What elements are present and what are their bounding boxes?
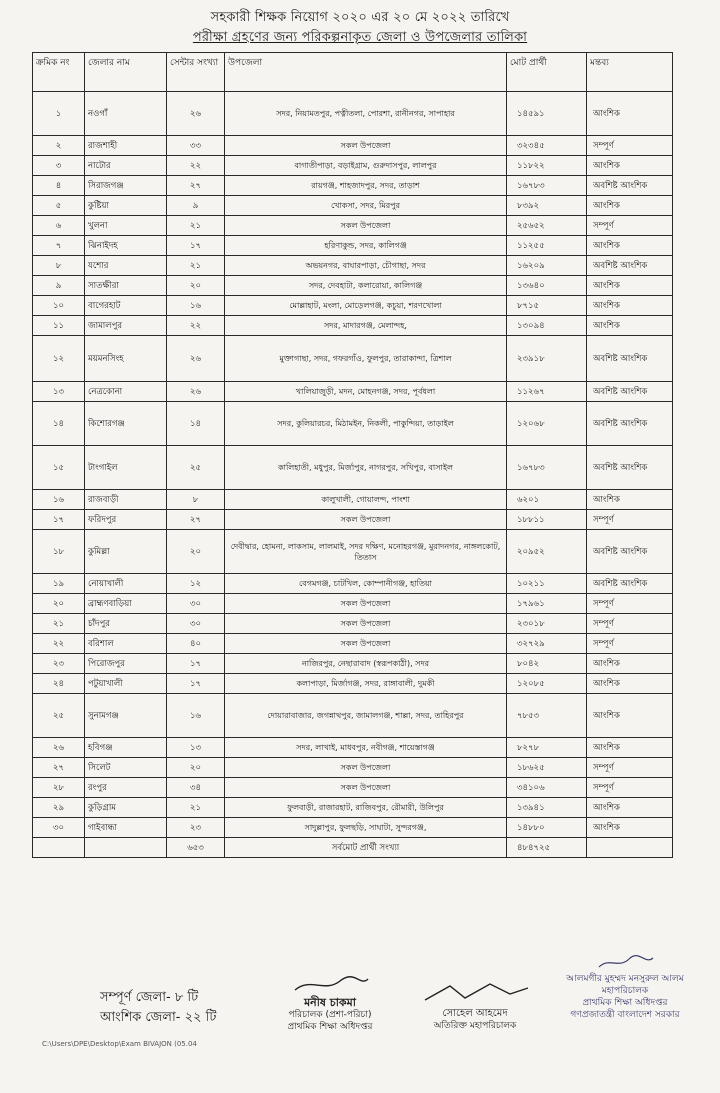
cell-remark: অবশিষ্ট আংশিক bbox=[587, 574, 673, 594]
table-row bbox=[33, 614, 673, 634]
cell-district: কুষ্টিয়া bbox=[85, 196, 167, 216]
cell-candidates: ১৬৭৮৩ bbox=[507, 176, 587, 196]
cell-centers: ২৭ bbox=[167, 176, 225, 196]
table-row bbox=[33, 510, 673, 530]
signature-additional-dg bbox=[400, 980, 550, 1032]
cell-candidates: ১২০৬৮ bbox=[507, 402, 587, 446]
cell-serial: ১ bbox=[33, 92, 85, 136]
table-row bbox=[33, 196, 673, 216]
table-row bbox=[33, 276, 673, 296]
cell-serial: ২৩ bbox=[33, 654, 85, 674]
cell-candidates: ৩৪১০৬ bbox=[507, 778, 587, 798]
cell-centers: ৪০ bbox=[167, 634, 225, 654]
table-row bbox=[33, 402, 673, 446]
cell-centers: ৩৪ bbox=[167, 778, 225, 798]
cell-candidates: ৭৮৫৩ bbox=[507, 694, 587, 738]
cell-remark: আংশিক bbox=[587, 156, 673, 176]
cell-serial: ১২ bbox=[33, 336, 85, 382]
cell-district: সিলেট bbox=[85, 758, 167, 778]
cell-remark: আংশিক bbox=[587, 490, 673, 510]
cell-upazila: সকল উপজেলা bbox=[225, 614, 507, 634]
cell-upazila: সকল উপজেলা bbox=[225, 778, 507, 798]
table-row bbox=[33, 594, 673, 614]
table-row bbox=[33, 738, 673, 758]
cell-district: বরিশাল bbox=[85, 634, 167, 654]
cell-upazila: মুক্তাগাছা, সদর, গফরগাঁও, ফুলপুর, তারাকান্দা, ত্রিশাল bbox=[225, 336, 507, 382]
total-row bbox=[33, 838, 673, 858]
header-district: জেলার নাম bbox=[85, 53, 167, 92]
cell-district: কুমিল্লা bbox=[85, 530, 167, 574]
district-table bbox=[32, 52, 673, 858]
cell-remark: অবশিষ্ট আংশিক bbox=[587, 256, 673, 276]
cell-upazila: সাদুল্লাপুর, ফুলছড়ি, সাঘাটা, সুন্দরগঞ্জ, bbox=[225, 818, 507, 838]
table-row bbox=[33, 758, 673, 778]
cell-district: নেত্রকোনা bbox=[85, 382, 167, 402]
cell-serial: ১৬ bbox=[33, 490, 85, 510]
table-row bbox=[33, 798, 673, 818]
cell-remark: সম্পূর্ণ bbox=[587, 758, 673, 778]
cell-candidates: ১৮৬২৫ bbox=[507, 758, 587, 778]
cell-upazila: সদর, লাখাই, মাধবপুর, নবীগঞ্জ, শায়েস্তাগঞ্জ bbox=[225, 738, 507, 758]
cell-centers: ২০ bbox=[167, 758, 225, 778]
cell-candidates: ২৩০১৮ bbox=[507, 614, 587, 634]
cell-remark: সম্পূর্ণ bbox=[587, 634, 673, 654]
cell-candidates: ২৩৯১৮ bbox=[507, 336, 587, 382]
cell-centers: ২৫ bbox=[167, 446, 225, 490]
document-title: সহকারী শিক্ষক নিয়োগ ২০২০ এর ২০ মে ২০২২ তারিখে bbox=[210, 10, 510, 25]
cell-centers: ৩০ bbox=[167, 614, 225, 634]
cell-candidates: ১৭৯৬১ bbox=[507, 594, 587, 614]
table-row bbox=[33, 574, 673, 594]
header-upazila: উপজেলা bbox=[225, 53, 507, 92]
cell-remark: অবশিষ্ট আংশিক bbox=[587, 382, 673, 402]
cell-upazila: সদর, নিয়ামতপুর, পত্নীতলা, পোরশা, রানীনগর, সাপাহার bbox=[225, 92, 507, 136]
cell-serial: ১৮ bbox=[33, 530, 85, 574]
cell-upazila: রায়গঞ্জ, শাহজাদপুর, সদর, তাড়াশ bbox=[225, 176, 507, 196]
cell-candidates: ৬২০১ bbox=[507, 490, 587, 510]
total-label: সর্বমোট প্রার্থী সংখ্যা bbox=[225, 838, 507, 858]
cell-district: পিরোজপুর bbox=[85, 654, 167, 674]
cell-district: রাজশাহী bbox=[85, 136, 167, 156]
sig3-org: প্রাথমিক শিক্ষা অধিদপ্তর bbox=[582, 998, 668, 1008]
cell-remark: আংশিক bbox=[587, 316, 673, 336]
cell-candidates: ২৫৬৫২ bbox=[507, 216, 587, 236]
cell-upazila: মোল্লাহাট, মংলা, মোড়েলগঞ্জ, কচুয়া, শরণখোলা bbox=[225, 296, 507, 316]
total-candidates: ৪৮৪৭২৫ bbox=[507, 838, 587, 858]
cell-centers: ২০ bbox=[167, 276, 225, 296]
header-candidates: মোট প্রার্থী bbox=[507, 53, 587, 92]
cell-upazila: সকল উপজেলা bbox=[225, 594, 507, 614]
cell-serial: ৩ bbox=[33, 156, 85, 176]
cell-candidates: ২০৯৫২ bbox=[507, 530, 587, 574]
cell-district: ব্রাহ্মণবাড়িয়া bbox=[85, 594, 167, 614]
cell-centers: ২২ bbox=[167, 156, 225, 176]
header-remarks: মন্তব্য bbox=[587, 53, 673, 92]
cell-candidates: ৮৭১৫ bbox=[507, 296, 587, 316]
header-serial: ক্রমিক নং bbox=[33, 53, 85, 92]
document-subtitle: পরীক্ষা গ্রহণের জন্য পরিকল্পনাকৃত জেলা ও উপজেলার তালিকা bbox=[192, 30, 528, 45]
cell-candidates: ৮২৭৮ bbox=[507, 738, 587, 758]
cell-candidates: ১৪৮৮০ bbox=[507, 818, 587, 838]
cell-district: গাইবান্ধা bbox=[85, 818, 167, 838]
total-empty-1 bbox=[33, 838, 85, 858]
table-row bbox=[33, 490, 673, 510]
signature-director bbox=[255, 975, 405, 1033]
cell-upazila: কালিহাতী, মধুপুর, মির্জাপুর, নাগরপুর, সখিপুর, বাসাইল bbox=[225, 446, 507, 490]
sig1-title: পরিচালক (প্রশা-পরিচা) bbox=[288, 1010, 372, 1020]
table-row bbox=[33, 634, 673, 654]
cell-serial: ২৮ bbox=[33, 778, 85, 798]
cell-district: খুলনা bbox=[85, 216, 167, 236]
cell-serial: ২৯ bbox=[33, 798, 85, 818]
cell-district: নাটোর bbox=[85, 156, 167, 176]
cell-candidates: ৮০৪২ bbox=[507, 654, 587, 674]
cell-serial: ৩০ bbox=[33, 818, 85, 838]
cell-candidates: ১৬২০৯ bbox=[507, 256, 587, 276]
cell-candidates: ১০২১১ bbox=[507, 574, 587, 594]
cell-centers: ২২ bbox=[167, 316, 225, 336]
cell-district: চাঁদপুর bbox=[85, 614, 167, 634]
cell-upazila: সদর, দেবহাটা, কলারোয়া, কালিগঞ্জ bbox=[225, 276, 507, 296]
cell-centers: ২১ bbox=[167, 798, 225, 818]
cell-remark: আংশিক bbox=[587, 296, 673, 316]
cell-remark: আংশিক bbox=[587, 694, 673, 738]
table-row bbox=[33, 778, 673, 798]
cell-remark: অবশিষ্ট আংশিক bbox=[587, 530, 673, 574]
cell-centers: ২৬ bbox=[167, 382, 225, 402]
cell-centers: ৩৩ bbox=[167, 136, 225, 156]
table-row bbox=[33, 530, 673, 574]
cell-serial: ২৪ bbox=[33, 674, 85, 694]
cell-candidates: ৮৩৯২ bbox=[507, 196, 587, 216]
table-row bbox=[33, 236, 673, 256]
cell-district: পটুয়াখালী bbox=[85, 674, 167, 694]
header-centers: সেন্টার সংখ্যা bbox=[167, 53, 225, 92]
cell-centers: ২৬ bbox=[167, 336, 225, 382]
cell-remark: আংশিক bbox=[587, 798, 673, 818]
cell-serial: ৮ bbox=[33, 256, 85, 276]
cell-remark: সম্পূর্ণ bbox=[587, 614, 673, 634]
cell-remark: সম্পূর্ণ bbox=[587, 594, 673, 614]
cell-upazila: বাগাতীপাড়া, বড়াইগ্রাম, গুরুদাসপুর, লালপুর bbox=[225, 156, 507, 176]
cell-district: সিরাজগঞ্জ bbox=[85, 176, 167, 196]
cell-serial: ১০ bbox=[33, 296, 85, 316]
cell-remark: আংশিক bbox=[587, 196, 673, 216]
table-row bbox=[33, 296, 673, 316]
summary-partial: আংশিক জেলা- ২২ টি bbox=[100, 1010, 217, 1025]
cell-upazila: সদর, কুলিয়ারচর, মিঠামইন, নিকলী, পাকুন্দিয়া, তাড়াইল bbox=[225, 402, 507, 446]
cell-upazila: সকল উপজেলা bbox=[225, 136, 507, 156]
sig3-gov: গণপ্রজাতন্ত্রী বাংলাদেশ সরকার bbox=[570, 1010, 680, 1020]
cell-serial: ৪ bbox=[33, 176, 85, 196]
cell-serial: ২১ bbox=[33, 614, 85, 634]
cell-candidates: ১২০৮৫ bbox=[507, 674, 587, 694]
cell-district: কুড়িগ্রাম bbox=[85, 798, 167, 818]
sig1-org: প্রাথমিক শিক্ষা অধিদপ্তর bbox=[287, 1022, 373, 1032]
cell-centers: ১৪ bbox=[167, 402, 225, 446]
table-row bbox=[33, 136, 673, 156]
cell-serial: ২৫ bbox=[33, 694, 85, 738]
cell-serial: ২০ bbox=[33, 594, 85, 614]
cell-centers: ২৩ bbox=[167, 818, 225, 838]
total-empty-2 bbox=[85, 838, 167, 858]
table-row bbox=[33, 654, 673, 674]
cell-candidates: ১৮৮১১ bbox=[507, 510, 587, 530]
signature-scribble-icon bbox=[290, 975, 370, 995]
cell-centers: ১৬ bbox=[167, 694, 225, 738]
cell-candidates: ১১৮২২ bbox=[507, 156, 587, 176]
cell-remark: অবশিষ্ট আংশিক bbox=[587, 336, 673, 382]
cell-centers: ৩০ bbox=[167, 594, 225, 614]
cell-centers: ১৩ bbox=[167, 738, 225, 758]
cell-upazila: কলাপাড়া, মির্জাগঞ্জ, সদর, রাঙ্গাবালী, দুমকী bbox=[225, 674, 507, 694]
cell-remark: সম্পূর্ণ bbox=[587, 216, 673, 236]
cell-candidates: ৩২৩৪৫ bbox=[507, 136, 587, 156]
cell-remark: আংশিক bbox=[587, 236, 673, 256]
table-row bbox=[33, 216, 673, 236]
cell-remark: আংশিক bbox=[587, 738, 673, 758]
cell-centers: ১৭ bbox=[167, 674, 225, 694]
cell-serial: ৫ bbox=[33, 196, 85, 216]
cell-candidates: ৩২৭২৯ bbox=[507, 634, 587, 654]
cell-candidates: ১১২৬৭ bbox=[507, 382, 587, 402]
sig2-title: অতিরিক্ত মহাপরিচালক bbox=[433, 1021, 517, 1031]
cell-district: ঝিনাইদহ bbox=[85, 236, 167, 256]
cell-serial: ৬ bbox=[33, 216, 85, 236]
cell-remark: সম্পূর্ণ bbox=[587, 136, 673, 156]
table-header bbox=[33, 53, 673, 92]
cell-serial: ২২ bbox=[33, 634, 85, 654]
table-row bbox=[33, 156, 673, 176]
total-empty-3 bbox=[587, 838, 673, 858]
cell-candidates: ১৩০৯৪ bbox=[507, 316, 587, 336]
cell-district: হবিগঞ্জ bbox=[85, 738, 167, 758]
cell-upazila: অভয়নগর, বাঘারপাড়া, চৌগাছা, সদর bbox=[225, 256, 507, 276]
cell-serial: ২৬ bbox=[33, 738, 85, 758]
cell-candidates: ১৩৯৪১ bbox=[507, 798, 587, 818]
cell-remark: সম্পূর্ণ bbox=[587, 510, 673, 530]
cell-centers: ২১ bbox=[167, 256, 225, 276]
cell-serial: ১৪ bbox=[33, 402, 85, 446]
table-row bbox=[33, 336, 673, 382]
table-body bbox=[33, 92, 673, 838]
cell-upazila: সকল উপজেলা bbox=[225, 216, 507, 236]
cell-district: নোয়াখালী bbox=[85, 574, 167, 594]
table-row bbox=[33, 256, 673, 276]
table-row bbox=[33, 674, 673, 694]
table-row bbox=[33, 382, 673, 402]
cell-remark: অবশিষ্ট আংশিক bbox=[587, 402, 673, 446]
cell-serial: ৯ bbox=[33, 276, 85, 296]
cell-candidates: ১৩৬৪০ bbox=[507, 276, 587, 296]
cell-remark: সম্পূর্ণ bbox=[587, 778, 673, 798]
cell-remark: আংশিক bbox=[587, 674, 673, 694]
signature-director-general bbox=[540, 955, 710, 1021]
cell-remark: আংশিক bbox=[587, 654, 673, 674]
cell-upazila: কালুখালী, গোয়ালন্দ, পাংশা bbox=[225, 490, 507, 510]
cell-upazila: সকল উপজেলা bbox=[225, 510, 507, 530]
cell-centers: ৯ bbox=[167, 196, 225, 216]
cell-upazila: নাজিরপুর, নেছারাবাদ (স্বরূপকাঠী), সদর bbox=[225, 654, 507, 674]
cell-candidates: ১১২৫৫ bbox=[507, 236, 587, 256]
cell-centers: ১৭ bbox=[167, 236, 225, 256]
cell-upazila: দোয়ারাবাজার, জগন্নাথপুর, জামালগঞ্জ, শাল্লা, সদর, তাহিরপুর bbox=[225, 694, 507, 738]
cell-remark: অবশিষ্ট আংশিক bbox=[587, 446, 673, 490]
cell-serial: ১৯ bbox=[33, 574, 85, 594]
cell-centers: ১৭ bbox=[167, 654, 225, 674]
file-path: C:\Users\DPE\Desktop\Exam BIVAJON (05.04 bbox=[42, 1040, 197, 1048]
cell-district: বাগেরহাট bbox=[85, 296, 167, 316]
table-row bbox=[33, 176, 673, 196]
table-row bbox=[33, 316, 673, 336]
cell-centers: ২০ bbox=[167, 530, 225, 574]
sig2-name: সোহেল আহমেদ bbox=[442, 1008, 508, 1019]
cell-upazila: দেবীদ্বার, হোমনা, লাকসাম, লালমাই, সদর দক্ষিণ, মনোহরগঞ্জ, মুরাদনগর, নাঙ্গলকোট, তিতাস bbox=[225, 530, 507, 574]
cell-serial: ১৩ bbox=[33, 382, 85, 402]
sig1-name: মনীষ চাকমা bbox=[304, 996, 356, 1009]
cell-candidates: ১৬৭৮৩ bbox=[507, 446, 587, 490]
cell-district: জামালপুর bbox=[85, 316, 167, 336]
cell-district: টাংগাইল bbox=[85, 446, 167, 490]
cell-centers: ২৭ bbox=[167, 510, 225, 530]
cell-remark: আংশিক bbox=[587, 276, 673, 296]
cell-district: কিশোরগঞ্জ bbox=[85, 402, 167, 446]
cell-district: সাতক্ষীরা bbox=[85, 276, 167, 296]
cell-upazila: বেগমগঞ্জ, চাটখিল, কোম্পানীগঞ্জ, হাতিয়া bbox=[225, 574, 507, 594]
cell-remark: অবশিষ্ট আংশিক bbox=[587, 176, 673, 196]
cell-serial: ৭ bbox=[33, 236, 85, 256]
cell-upazila: খালিয়াজুড়ী, মদন, মোহনগঞ্জ, সদর, পূর্বধলা bbox=[225, 382, 507, 402]
cell-upazila: হরিণাকুন্ড, সদর, কালিগঞ্জ bbox=[225, 236, 507, 256]
cell-centers: ১২ bbox=[167, 574, 225, 594]
cell-centers: ২১ bbox=[167, 216, 225, 236]
cell-district: ময়মনসিংহ bbox=[85, 336, 167, 382]
cell-district: সুনামগঞ্জ bbox=[85, 694, 167, 738]
cell-district: রাজবাড়ী bbox=[85, 490, 167, 510]
table-row bbox=[33, 694, 673, 738]
cell-centers: ১৬ bbox=[167, 296, 225, 316]
cell-remark: আংশিক bbox=[587, 818, 673, 838]
cell-upazila: খোকসা, সদর, মিরপুর bbox=[225, 196, 507, 216]
cell-centers: ২৬ bbox=[167, 92, 225, 136]
cell-district: ফরিদপুর bbox=[85, 510, 167, 530]
table-row bbox=[33, 818, 673, 838]
cell-remark: আংশিক bbox=[587, 92, 673, 136]
cell-serial: ২৭ bbox=[33, 758, 85, 778]
cell-centers: ৮ bbox=[167, 490, 225, 510]
signature-scribble-icon bbox=[420, 980, 530, 1006]
total-centers: ৬৫৩ bbox=[167, 838, 225, 858]
sig3-name: আলমগীর মুহম্মদ মনসুরুল আলম bbox=[566, 974, 684, 984]
cell-serial: ২ bbox=[33, 136, 85, 156]
summary-full: সম্পূর্ণ জেলা- ৮ টি bbox=[100, 990, 199, 1005]
cell-candidates: ১৪৫৯১ bbox=[507, 92, 587, 136]
cell-district: যশোর bbox=[85, 256, 167, 276]
cell-upazila: ফুলবাড়ী, রাজারহাট, রাজিবপুর, রৌমারী, উলিপুর bbox=[225, 798, 507, 818]
cell-upazila: সকল উপজেলা bbox=[225, 634, 507, 654]
cell-district: রংপুর bbox=[85, 778, 167, 798]
cell-upazila: সদর, মাদারগঞ্জ, মেলান্দহ, bbox=[225, 316, 507, 336]
cell-serial: ১৭ bbox=[33, 510, 85, 530]
table-row bbox=[33, 446, 673, 490]
signature-scribble-icon bbox=[595, 955, 655, 971]
cell-serial: ১১ bbox=[33, 316, 85, 336]
sig3-title: মহাপরিচালক bbox=[601, 986, 649, 996]
cell-district: নওগাঁ bbox=[85, 92, 167, 136]
table-row bbox=[33, 92, 673, 136]
cell-serial: ১৫ bbox=[33, 446, 85, 490]
cell-upazila: সকল উপজেলা bbox=[225, 758, 507, 778]
